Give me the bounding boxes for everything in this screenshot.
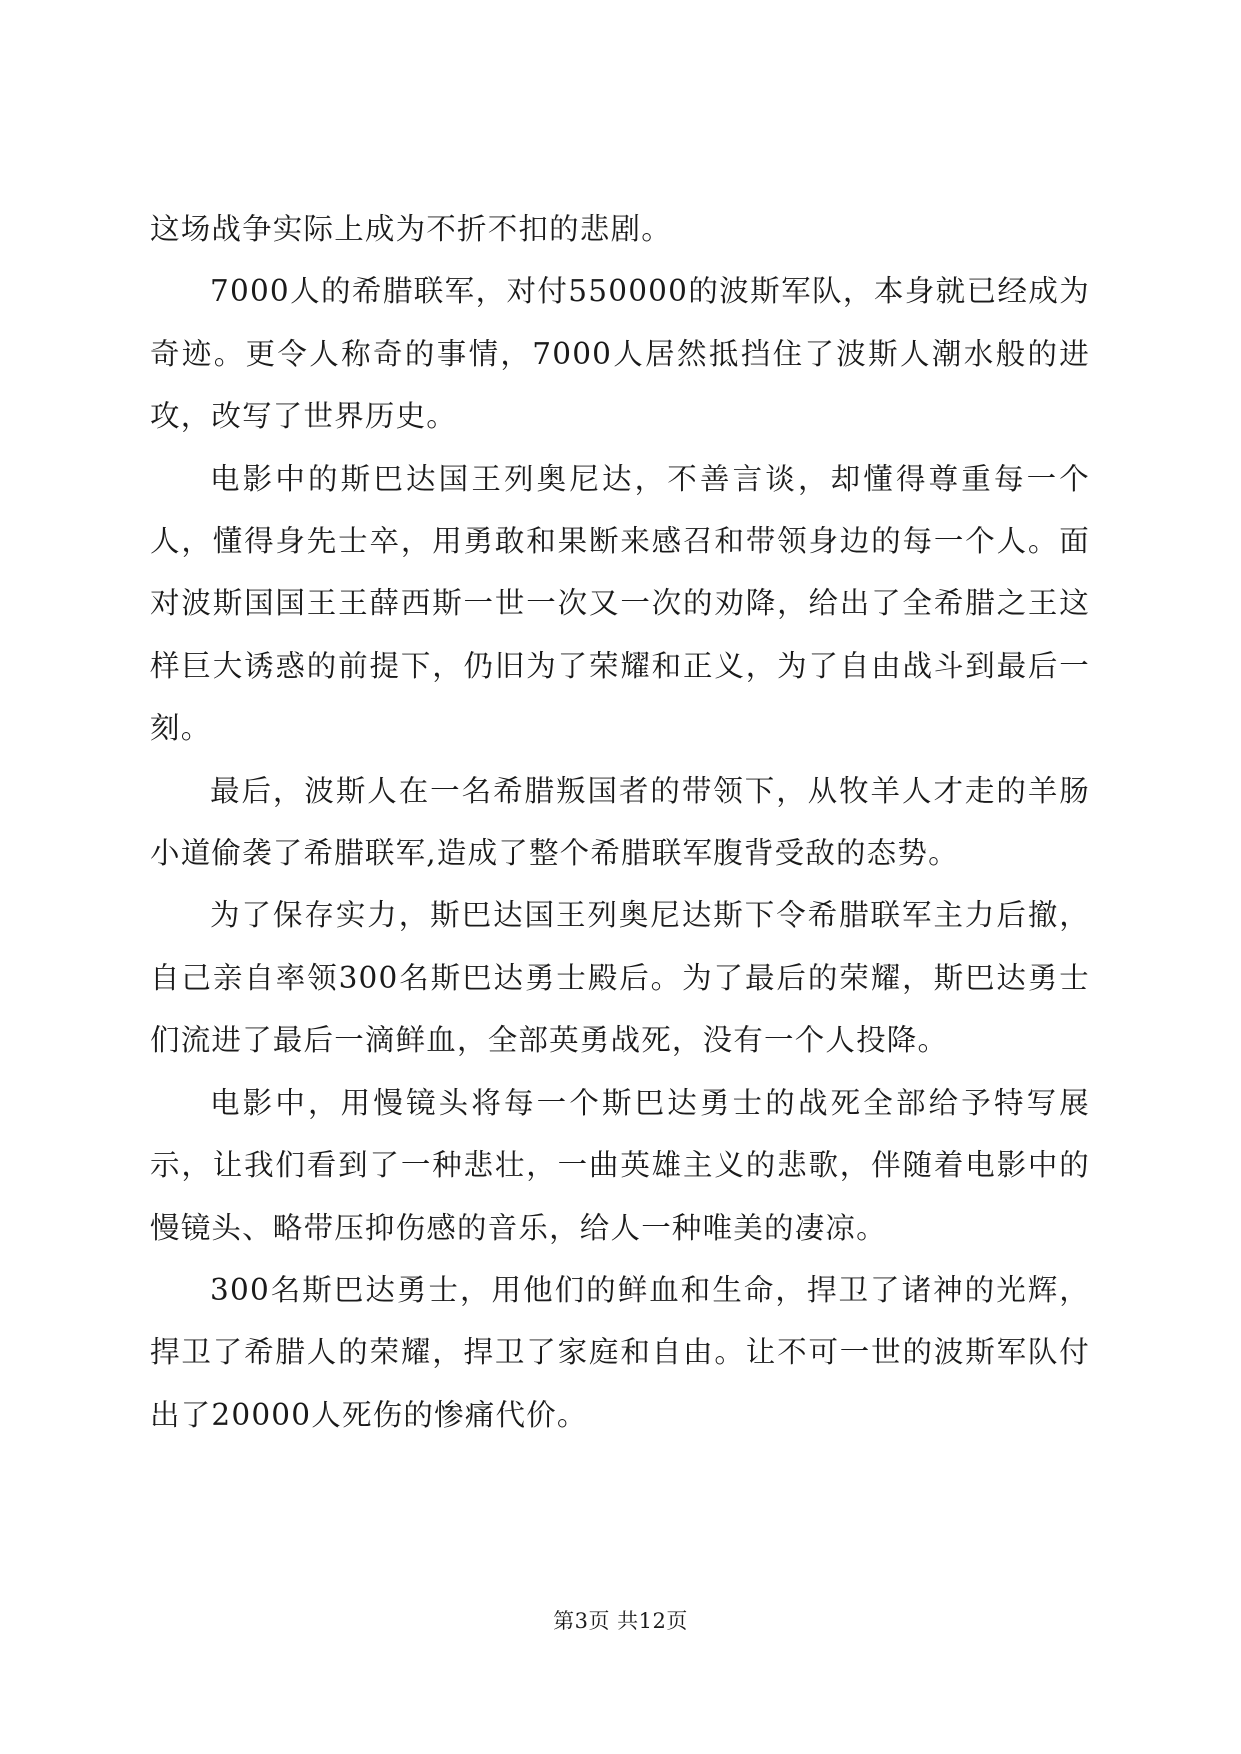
paragraph: 7000人的希腊联军，对付550000的波斯军队，本身就已经成为奇迹。更令人称奇的事情，7000人居然抵挡住了波斯人潮水般的进攻，改写了世界历史。 bbox=[150, 274, 1090, 434]
page-footer bbox=[0, 1606, 1241, 1636]
paragraph: 300名斯巴达勇士，用他们的鲜血和生命，捍卫了诸神的光辉，捍卫了希腊人的荣耀，捍卫了家庭和自由。让不可一世的波斯军队付出了20000人死伤的惨痛代价。 bbox=[150, 1272, 1090, 1432]
paragraph: 最后，波斯人在一名希腊叛国者的带领下，从牧羊人才走的羊肠小道偷袭了希腊联军,造成了整个希腊联军腹背受敌的态势。 bbox=[150, 773, 1090, 871]
paragraph: 这场战争实际上成为不折不扣的悲剧。 bbox=[150, 212, 672, 246]
document-body bbox=[150, 198, 1090, 1446]
paragraph: 电影中的斯巴达国王列奥尼达，不善言谈，却懂得尊重每一个人，懂得身先士卒，用勇敢和果断来感召和带领身边的每一个人。面对波斯国国王王薛西斯一世一次又一次的劝降，给出了全希腊之王这样巨大诱惑的前提下，仍旧为了荣耀和正义，为了自由战斗到最后一刻。 bbox=[150, 461, 1090, 746]
paragraph: 为了保存实力，斯巴达国王列奥尼达斯下令希腊联军主力后撤，自己亲自率领300名斯巴达勇士殿后。为了最后的荣耀，斯巴达勇士们流进了最后一滴鲜血，全部英勇战死，没有一个人投降。 bbox=[150, 898, 1090, 1058]
paragraph: 电影中，用慢镜头将每一个斯巴达勇士的战死全部给予特写展示，让我们看到了一种悲壮，一曲英雄主义的悲歌，伴随着电影中的慢镜头、略带压抑伤感的音乐，给人一种唯美的凄凉。 bbox=[150, 1085, 1090, 1245]
page-number-label: 第3页 共12页 bbox=[553, 1609, 688, 1633]
